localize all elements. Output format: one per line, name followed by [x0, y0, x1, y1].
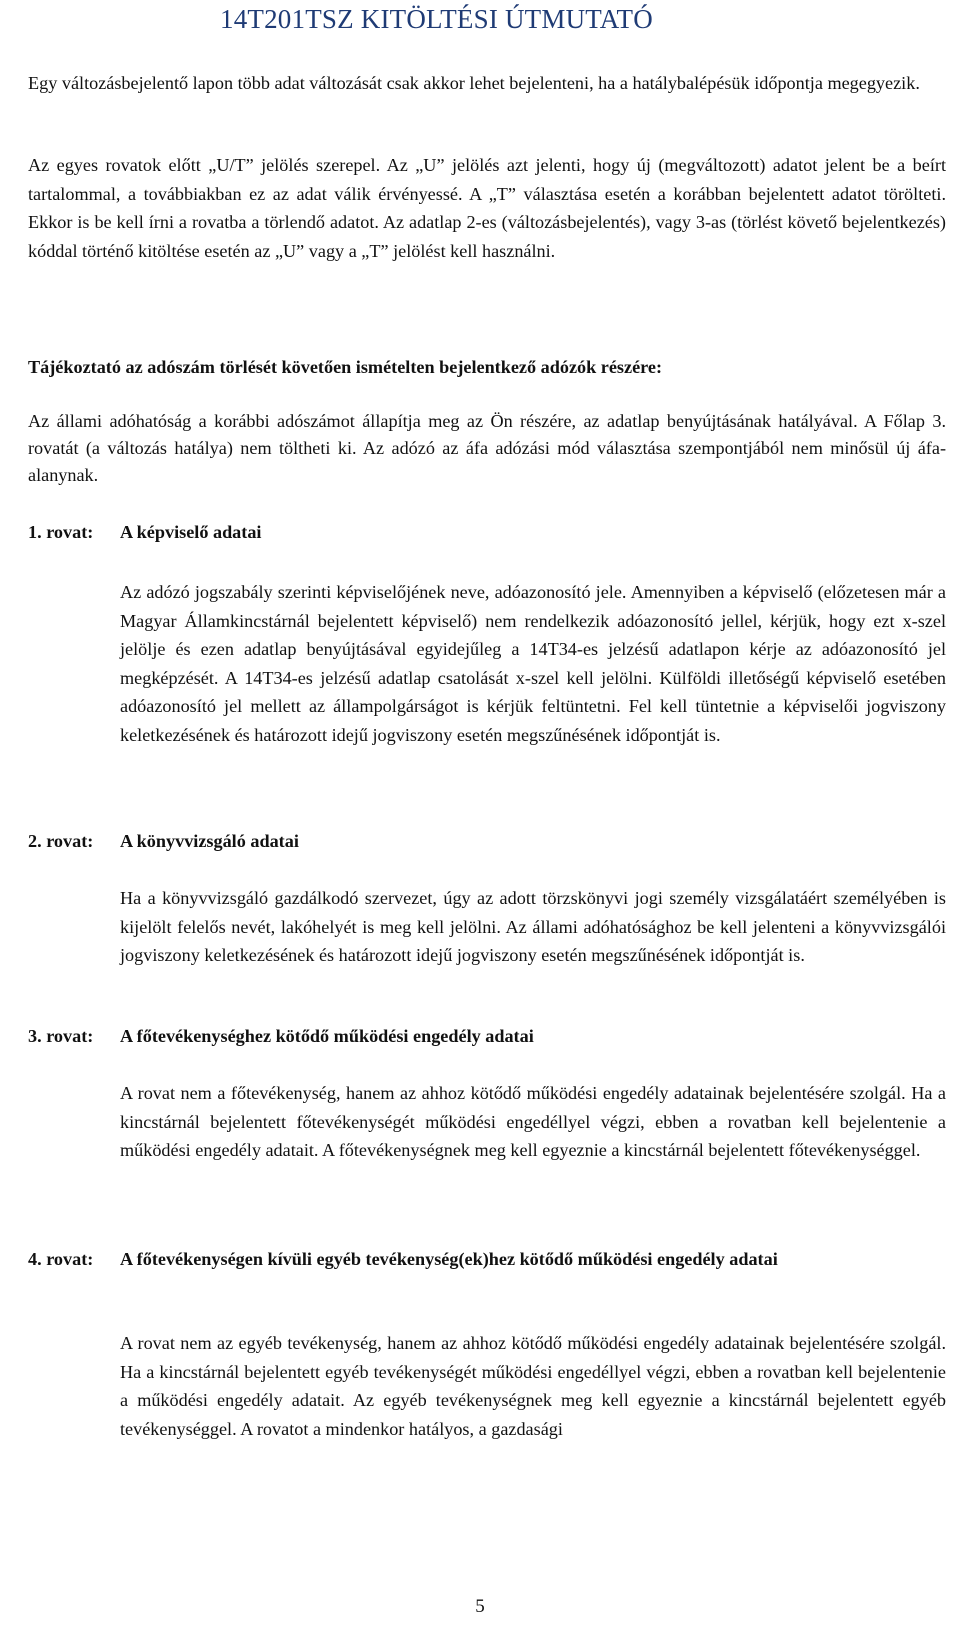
rovat-number: 1. rovat: — [28, 522, 94, 542]
rovat-body: A rovat nem a főtevékenység, hanem az ahhoz kötődő működési engedély adatainak bejelentésére szolgál. Ha a kincstárnál bejelentett főtevékenységét működési engedéllyel végzi, ebben a rovatban kell bejelentenie a működési engedély adatait. A főtevékenységnek meg kell egyeznie a kincstárnál bejelentett főtevékenységgel. — [120, 1083, 946, 1161]
rovat-body: A rovat nem az egyéb tevékenység, hanem az ahhoz kötődő működési engedély adatainak bejelentésére szolgál. Ha a kincstárnál bejelentett egyéb tevékenységét működési engedéllyel végzi, ebben a rovatban kell bejelentenie a működési engedély adatait. Az egyéb tevékenységnek meg kell egyeznie a kincstárnál bejelentett egyéb tevékenységgel. A rovatot a mindenkor hatályos, a gazdasági — [120, 1333, 946, 1439]
rovat-title: A főtevékenységen kívüli egyéb tevékenység(ek)hez kötődő működési engedély adatai — [120, 1249, 778, 1269]
page-title: 14T201TSZ KITÖLTÉSI ÚTMUTATÓ — [220, 4, 653, 34]
notice-heading: Tájékoztató az adószám törlését követően ismételten bejelentkező adózók részére: — [28, 357, 663, 377]
rovat-number: 4. rovat: — [28, 1249, 94, 1269]
notice-paragraph: Az állami adóhatóság a korábbi adószámot állapítja meg az Ön részére, az adatlap benyújtásának hatályával. A Főlap 3. rovatát (a változás hatálya) nem töltheti ki. Az adózó az áfa adózási mód választása szempontjából nem minősül új áfa-alanynak. — [28, 411, 946, 485]
rovat-title: A főtevékenységhez kötődő működési engedély adatai — [120, 1026, 534, 1046]
intro-paragraph-1: Egy változásbejelentő lapon több adat változását csak akkor lehet bejelenteni, ha a hatálybalépésük időpontja megegyezik. — [28, 73, 920, 93]
rovat-body: Az adózó jogszabály szerinti képviselőjének neve, adóazonosító jele. Amennyiben a képviselő (előzetesen már a Magyar Államkincstárnál bejelentett képviselő) nem rendelkezik adóazonosító jellel, kérjük, hogy ezt x-szel jelölje és ezen adatlap benyújtásával egyidejűleg a 14T34-es jelzésű adatlapon kérje az adóazonosító jel megképzését. A 14T34-es jelzésű adatlap csatolását x-szel kell jelölni. Külföldi illetőségű képviselő esetében adóazonosító jel mellett az állampolgárságot is kérjük feltüntetni. Fel kell tüntetnie a képviselői jogviszony keletkezésének és határozott idejű jogviszony esetén megszűnésének időpontját is. — [120, 582, 946, 745]
rovat-number: 3. rovat: — [28, 1026, 94, 1046]
intro-paragraph-2: Az egyes rovatok előtt „U/T” jelölés szerepel. Az „U” jelölés azt jelenti, hogy új (megváltozott) adatot jelent be a beírt tartalommal, a továbbiakban ez az adat válik érvényessé. A „T” választása esetén a korábban bejelentett adatot törölteti. Ekkor is be kell írni a rovatba a törlendő adatot. Az adatlap 2-es (változásbejelentés), vagy 3-as (törlést követő bejelentkezés) kóddal történő kitöltése esetén az „U” vagy a „T” jelölést kell használni. — [28, 155, 946, 261]
rovat-number: 2. rovat: — [28, 831, 94, 851]
rovat-title: A könyvvizsgáló adatai — [120, 831, 299, 851]
page-number: 5 — [475, 1596, 485, 1617]
rovat-body: Ha a könyvvizsgáló gazdálkodó szervezet, úgy az adott törzskönyvi jogi személy vizsgálatáért személyében is kijelölt felelős nevét, lakóhelyét is meg kell jelölni. Az állami adóhatósághoz be kell jelenteni a könyvvizsgálói jogviszony keletkezésének és határozott idejű jogviszony esetén megszűnésének időpontját is. — [120, 888, 946, 966]
rovat-title: A képviselő adatai — [120, 522, 262, 542]
